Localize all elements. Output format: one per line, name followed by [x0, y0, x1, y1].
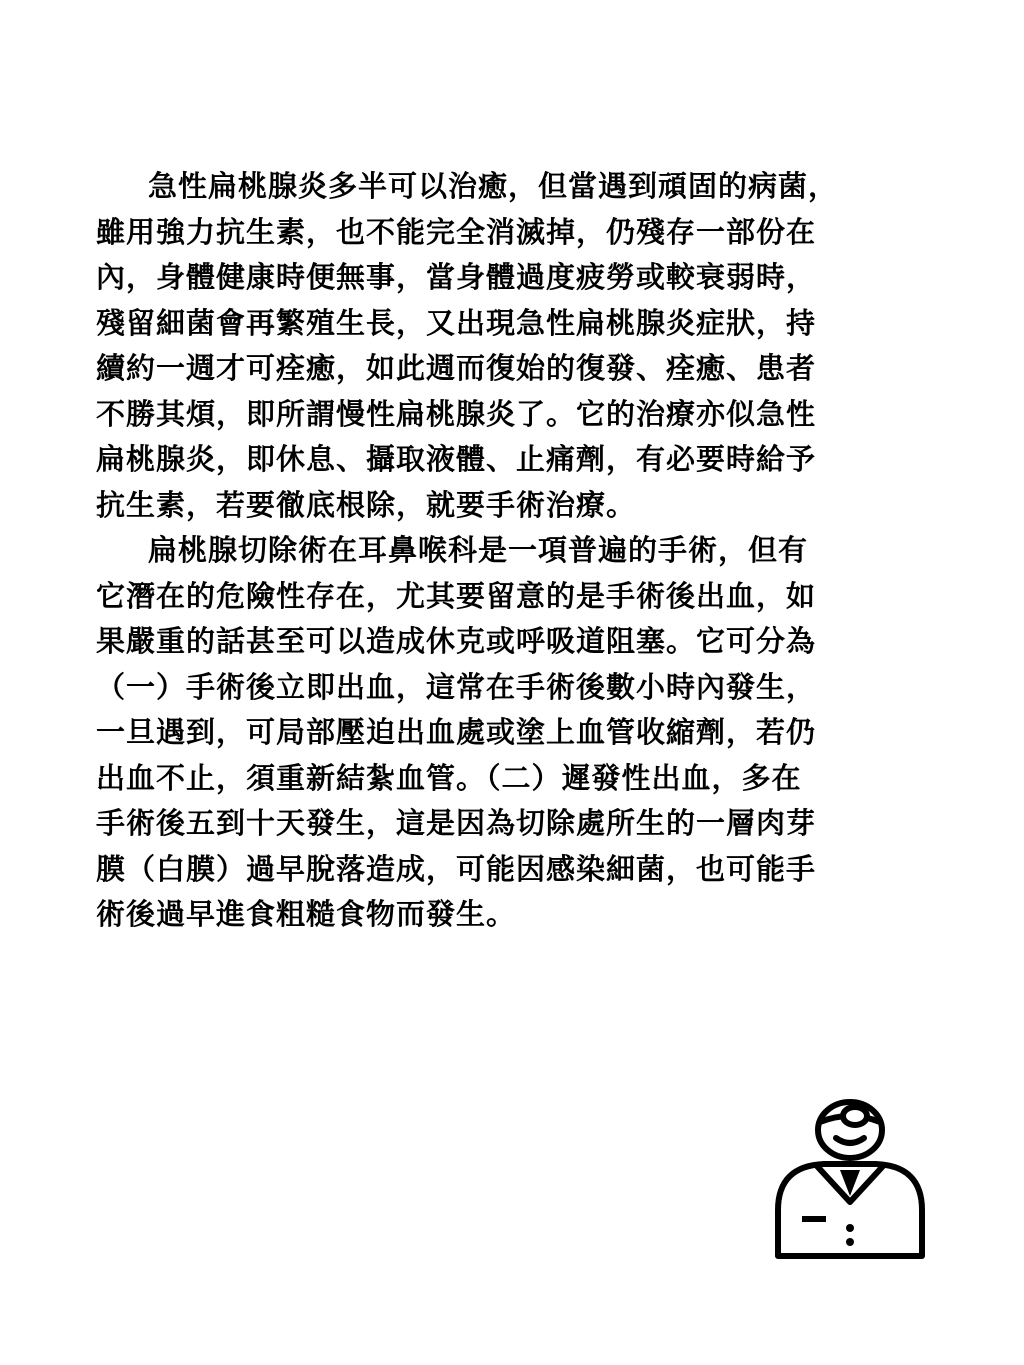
text-line: 不勝其煩，即所謂慢性扁桃腺炎了。它的治療亦似急性: [96, 396, 817, 431]
text-line: 內，身體健康時便無事，當身體過度疲勞或較衰弱時，: [96, 260, 817, 294]
text-line: 續約一週才可痊癒，如此週而復始的復發、痊癒、患者: [96, 351, 817, 385]
text-line: 術後過早進食粗糙食物而發生。: [96, 897, 517, 931]
text-line: 一旦遇到，可局部壓迫出血處或塗上血管收縮劑，若仍: [96, 715, 817, 749]
text-line: 出血不止，須重新結紮血管。（二）遲發性出血，多在: [96, 760, 802, 795]
coat-button: [846, 1238, 854, 1246]
coat-button: [846, 1224, 854, 1232]
text-line: 膜（白膜）過早脫落造成，可能因感染細菌，也可能手: [96, 851, 817, 886]
text-line: 抗生素，若要徹底根除，就要手術治療。: [96, 487, 637, 522]
doctor-icon: [772, 1092, 928, 1262]
head-mirror: [843, 1107, 867, 1125]
article-body: [96, 164, 926, 938]
paragraph-chronic-tonsillitis: [96, 164, 926, 528]
text-line: 雖用強力抗生素，也不能完全消滅掉，仍殘存一部份在: [96, 214, 817, 249]
text-line: 手術後五到十天發生，這是因為切除處所生的一層肉芽: [96, 806, 817, 840]
text-line: 果嚴重的話甚至可以造成休克或呼吸道阻塞。它可分為: [96, 624, 817, 658]
text-line: 殘留細菌會再繁殖生長，又出現急性扁桃腺炎症狀，持: [96, 305, 817, 340]
coat-pocket: [802, 1216, 826, 1222]
text-line: 扁桃腺切除術在耳鼻喉科是一項普遍的手術，但有: [148, 533, 809, 567]
text-line: 急性扁桃腺炎多半可以治癒，但當遇到頑固的病菌，: [148, 169, 839, 203]
text-line: 它潛在的危險性存在，尤其要留意的是手術後出血，如: [96, 578, 817, 613]
text-line: 扁桃腺炎，即休息、攝取液體、止痛劑，有必要時給予: [96, 442, 817, 476]
paragraph-tonsillectomy: [96, 528, 926, 938]
text-line: （一）手術後立即出血，這常在手術後數小時內發生，: [96, 669, 817, 704]
